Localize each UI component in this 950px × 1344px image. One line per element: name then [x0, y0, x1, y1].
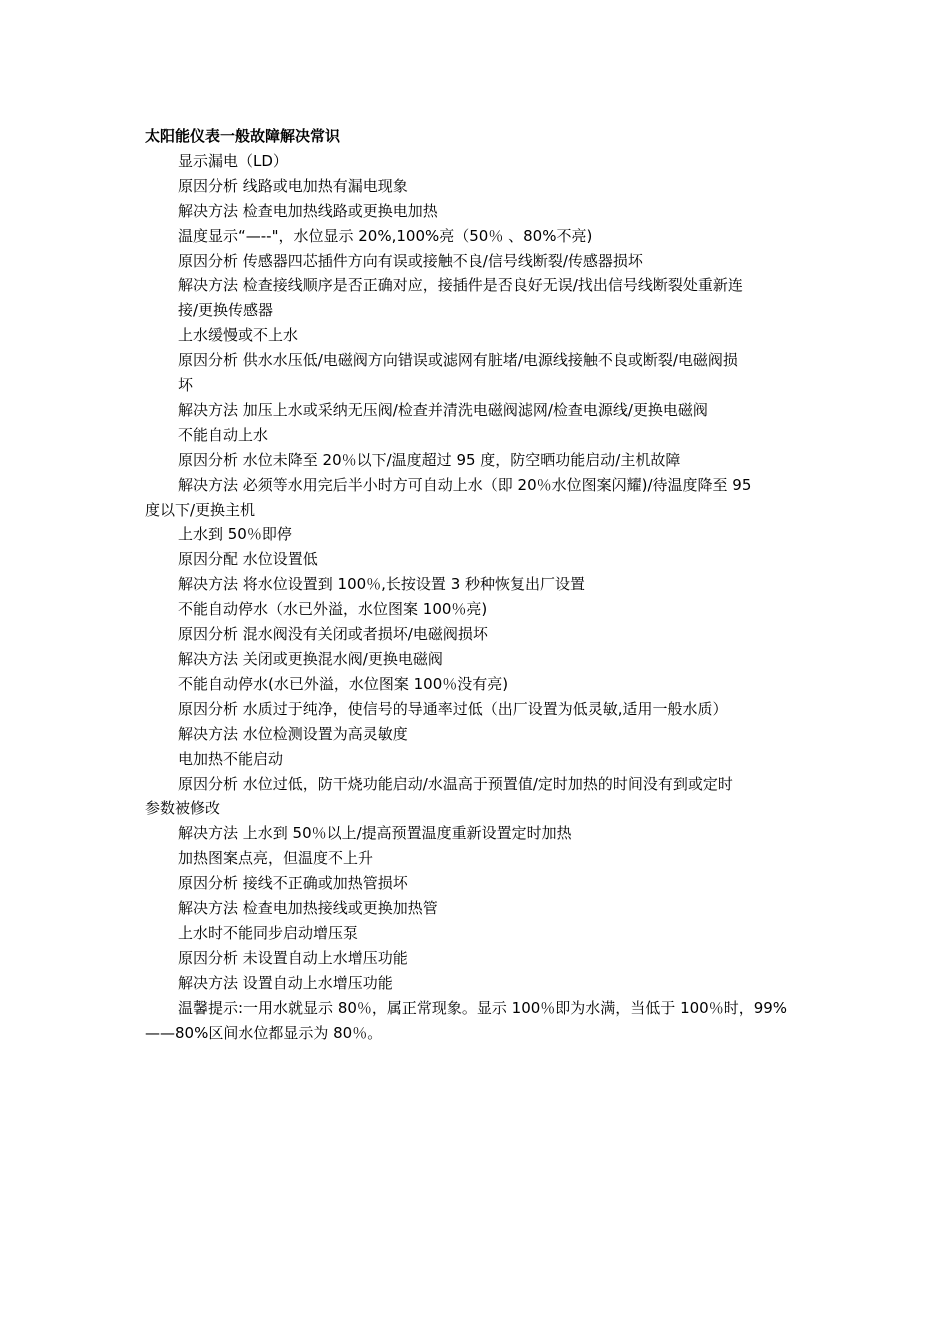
text-line: 不能自动停水(水已外溢，水位图案 100％没有亮)	[178, 674, 509, 693]
text-line: 解决方法 检查接线顺序是否正确对应，接插件是否良好无误/找出信号线断裂处重新连	[178, 276, 743, 295]
text-line: 上水缓慢或不上水	[178, 326, 299, 345]
text-line: 解决方法 必须等水用完后半小时方可自动上水（即 20％水位图案闪耀)/待温度降至 95	[178, 475, 752, 494]
text-line: 上水时不能同步启动增压泵	[178, 923, 359, 942]
text-line: 加热图案点亮，但温度不上升	[178, 849, 374, 868]
text-line: 解决方法 将水位设置到 100％,长按设置 3 秒种恢复出厂设置	[178, 575, 586, 594]
text-line: 原因分析 水位未降至 20％以下/温度超过 95 度，防空晒功能启动/主机故障	[178, 450, 681, 469]
text-line: 解决方法 上水到 50％以上/提高预置温度重新设置定时加热	[178, 824, 572, 843]
text-line: 显示漏电（LD）	[178, 151, 288, 170]
text-line: 不能自动上水	[178, 425, 269, 444]
text-line: 温度显示“—--"，水位显示 20%,100%亮（50％ 、80%不亮)	[178, 226, 593, 245]
text-line: 坏	[178, 376, 194, 395]
text-line: 不能自动停水（水已外溢，水位图案 100％亮)	[178, 600, 488, 619]
document-body	[145, 124, 813, 1046]
document-title: 太阳能仪表一般故障解决常识	[145, 127, 341, 145]
text-line: 解决方法 水位检测设置为高灵敏度	[178, 724, 408, 743]
text-line: 原因分析 接线不正确或加热管损坏	[178, 874, 408, 893]
text-line: 解决方法 检查电加热接线或更换加热管	[178, 899, 438, 918]
text-line: 原因分析 传感器四芯插件方向有误或接触不良/信号线断裂/传感器损坏	[178, 251, 643, 270]
text-line: 解决方法 加压上水或采纳无压阀/检查并清洗电磁阀滤网/检查电源线/更换电磁阀	[178, 400, 708, 419]
text-line: 原因分析 混水阀没有关闭或者损坏/电磁阀损坏	[178, 625, 488, 644]
tip-paragraph: 温馨提示:一用水就显示 80％，属正常现象。显示 100％即为水满，当低于 100％时，99%——80%区间水位都显示为 80％。	[145, 998, 788, 1042]
text-line: 原因分析 未设置自动上水增压功能	[178, 948, 408, 967]
text-line: 原因分析 供水水压低/电磁阀方向错误或滤网有脏堵/电源线接触不良或断裂/电磁阀损	[178, 351, 738, 370]
text-line: 原因分配 水位设置低	[178, 550, 318, 569]
text-line: 解决方法 关闭或更换混水阀/更换电磁阀	[178, 650, 443, 669]
text-line: 解决方法 设置自动上水增压功能	[178, 973, 393, 992]
text-line: 原因分析 水位过低，防干烧功能启动/水温高于预置值/定时加热的时间没有到或定时	[178, 774, 733, 793]
text-line: 电加热不能启动	[178, 749, 284, 768]
text-line: 接/更换传感器	[178, 301, 274, 320]
text-line: 上水到 50％即停	[178, 525, 292, 544]
text-line: 度以下/更换主机	[145, 500, 256, 519]
text-line: 原因分析 线路或电加热有漏电现象	[178, 176, 408, 195]
text-line: 原因分析 水质过于纯净，使信号的导通率过低（出厂设置为低灵敏,适用一般水质）	[178, 699, 728, 718]
text-line: 参数被修改	[145, 799, 221, 818]
text-line: 解决方法 检查电加热线路或更换电加热	[178, 201, 438, 220]
